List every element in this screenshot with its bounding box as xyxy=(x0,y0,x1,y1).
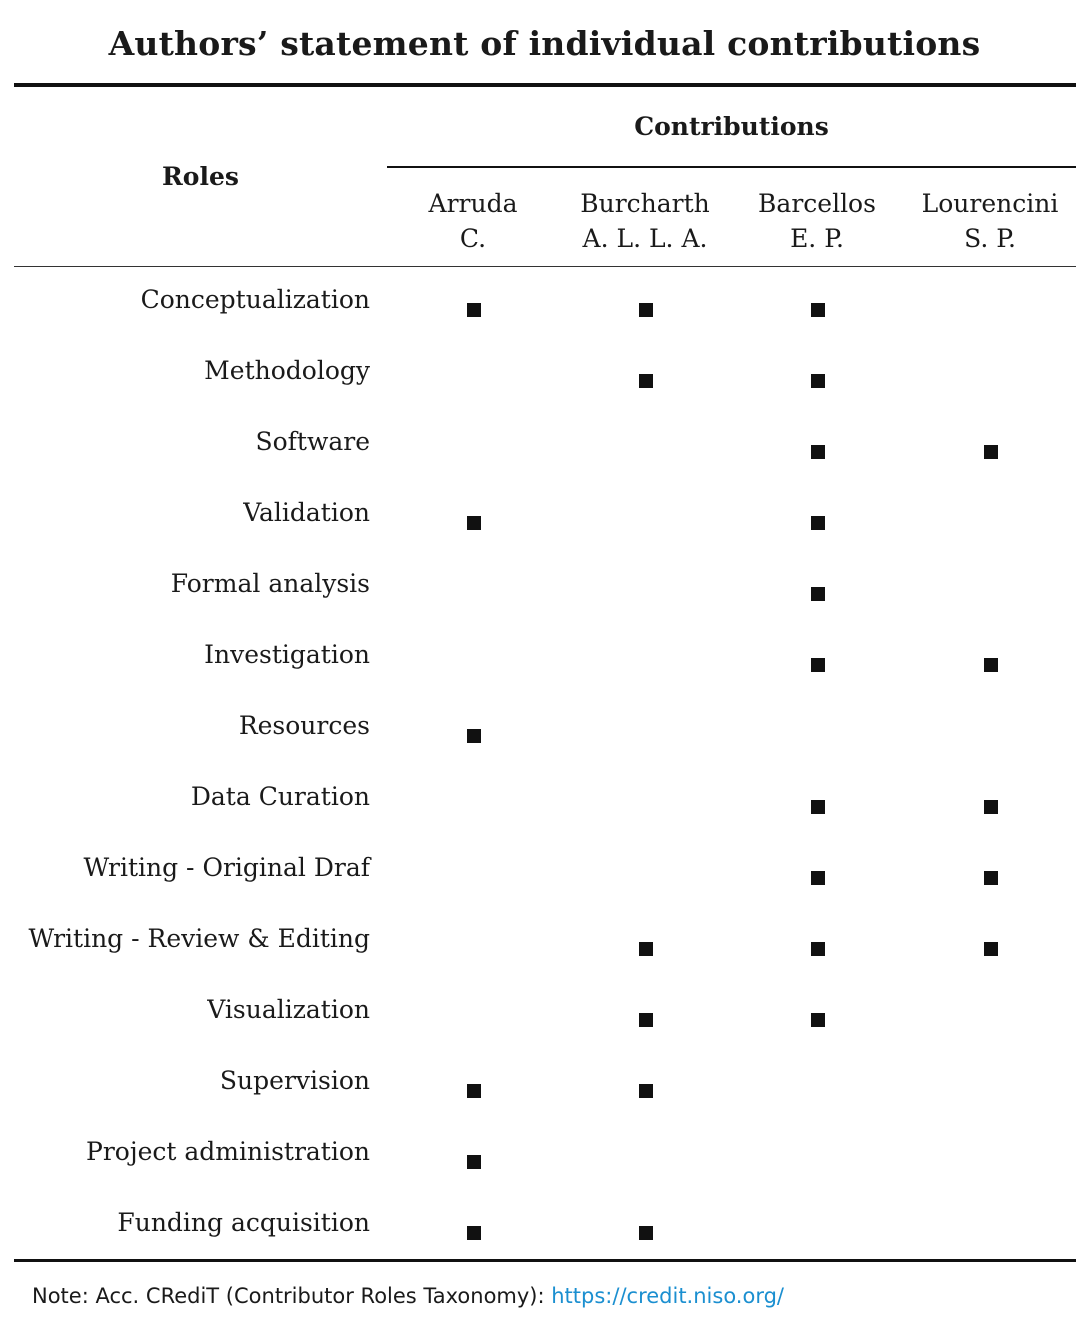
contribution-mark xyxy=(984,942,998,956)
table-row xyxy=(0,1124,1089,1195)
table-row xyxy=(0,414,1089,485)
role-label: Investigation xyxy=(204,640,370,669)
contribution-mark xyxy=(467,1084,481,1098)
contribution-mark xyxy=(467,516,481,530)
contribution-mark xyxy=(639,1013,653,1027)
table-row xyxy=(0,769,1089,840)
contribution-mark xyxy=(984,445,998,459)
table-note xyxy=(32,1284,784,1308)
author-header-arruda xyxy=(387,186,559,256)
roles-header: Roles xyxy=(162,162,239,191)
table-row xyxy=(0,911,1089,982)
contribution-mark xyxy=(811,587,825,601)
table-row xyxy=(0,698,1089,769)
contribution-mark xyxy=(811,1013,825,1027)
table-row xyxy=(0,627,1089,698)
contribution-mark xyxy=(811,303,825,317)
note-text: Note: Acc. CRediT (Contributor Roles Taxonomy): xyxy=(32,1284,552,1308)
contribution-mark xyxy=(639,1084,653,1098)
header-rule xyxy=(14,266,1076,267)
contributions-rule xyxy=(387,166,1076,168)
table-row xyxy=(0,982,1089,1053)
role-label: Software xyxy=(255,427,370,456)
contribution-mark xyxy=(984,658,998,672)
contribution-mark xyxy=(639,942,653,956)
contribution-mark xyxy=(467,1226,481,1240)
contribution-mark xyxy=(467,303,481,317)
author-name: Lourencini xyxy=(921,189,1059,218)
author-header-burcharth xyxy=(559,186,731,256)
table-row xyxy=(0,485,1089,556)
table-row xyxy=(0,840,1089,911)
credit-link[interactable]: https://credit.niso.org/ xyxy=(551,1284,784,1308)
table-row xyxy=(0,272,1089,343)
author-name: Arruda xyxy=(428,189,518,218)
contribution-mark xyxy=(639,374,653,388)
role-label: Writing - Original Draf xyxy=(83,853,370,882)
top-rule xyxy=(14,83,1076,87)
contribution-mark xyxy=(467,729,481,743)
contributions-header: Contributions xyxy=(634,112,829,141)
author-header-barcellos xyxy=(731,186,903,256)
role-label: Funding acquisition xyxy=(117,1208,370,1237)
author-initials: E. P. xyxy=(790,224,844,253)
contribution-mark xyxy=(467,1155,481,1169)
contribution-mark xyxy=(811,374,825,388)
contribution-mark xyxy=(984,800,998,814)
role-label: Formal analysis xyxy=(170,569,370,598)
table-row xyxy=(0,343,1089,414)
author-initials: C. xyxy=(459,224,487,253)
author-name: Barcellos xyxy=(758,189,876,218)
role-label: Resources xyxy=(238,711,370,740)
table-title: Authors’ statement of individual contributions xyxy=(108,24,981,63)
role-label: Conceptualization xyxy=(140,285,370,314)
role-label: Visualization xyxy=(207,995,370,1024)
role-label: Validation xyxy=(243,498,370,527)
role-label: Methodology xyxy=(204,356,370,385)
contribution-mark xyxy=(984,871,998,885)
contribution-mark xyxy=(811,658,825,672)
role-label: Project administration xyxy=(86,1137,370,1166)
author-initials: S. P. xyxy=(964,224,1016,253)
author-name: Burcharth xyxy=(580,189,710,218)
contribution-mark xyxy=(811,871,825,885)
bottom-rule xyxy=(14,1259,1076,1262)
role-label: Data Curation xyxy=(190,782,370,811)
contribution-mark xyxy=(811,445,825,459)
contribution-mark xyxy=(811,800,825,814)
contribution-mark xyxy=(811,942,825,956)
contribution-mark xyxy=(811,516,825,530)
role-label: Writing - Review & Editing xyxy=(28,924,370,953)
contribution-mark xyxy=(639,303,653,317)
author-header-lourencini xyxy=(904,186,1076,256)
table-row xyxy=(0,1195,1089,1266)
author-initials: A. L. L. A. xyxy=(582,224,708,253)
contribution-mark xyxy=(639,1226,653,1240)
role-label: Supervision xyxy=(219,1066,370,1095)
table-row xyxy=(0,556,1089,627)
table-row xyxy=(0,1053,1089,1124)
